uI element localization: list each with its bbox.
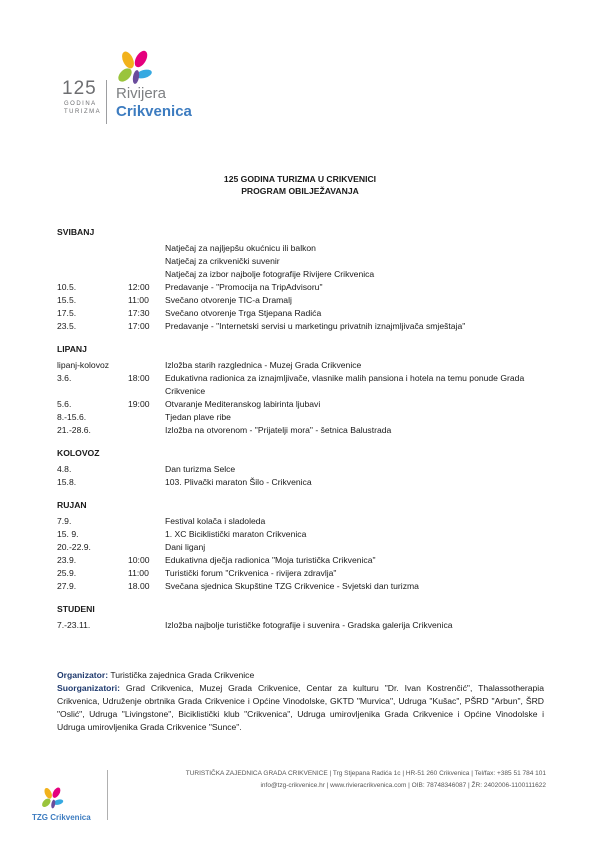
event-date: 4.8. [57,464,72,474]
event-date: 15.8. [57,477,77,487]
section-title: STUDENI [57,604,95,614]
logo-number: 125 [62,78,97,99]
event-time: 19:00 [128,399,150,409]
event-date: 15. 9. [57,529,79,539]
petal-yellow [120,50,137,70]
organizers-block [57,669,544,734]
flower-logo-icon [114,50,154,88]
event-time: 12:00 [128,282,150,292]
footer-contact [116,768,546,792]
event-date: 17.5. [57,308,77,318]
event-row [57,255,547,268]
co-organizers-label: Suorganizatori: [57,683,121,693]
event-description: Edukativna dječja radionica "Moja turistička Crikvenica" [165,555,376,565]
event-date: 8.-15.6. [57,412,87,422]
title-line-2: PROGRAM OBILJEŽAVANJA [241,186,359,196]
co-organizers-line [57,682,544,734]
footer-logo [27,787,107,827]
organizer-line [57,669,544,682]
event-date: 25.9. [57,568,77,578]
section-title: KOLOVOZ [57,448,100,458]
event-time: 17:00 [128,321,150,331]
event-time: 18:00 [128,373,150,383]
petal-green [116,66,134,84]
event-description: Svečano otvorenje TIC-a Dramalj [165,295,292,305]
event-description: Natječaj za najljepšu okućnicu ili balkon [165,243,316,253]
event-date: 3.6. [57,373,72,383]
event-description: Predavanje - "Internetski servisi u marketingu privatnih iznajmljivača smještaja" [165,321,466,331]
event-row [57,320,547,333]
section-title: RUJAN [57,500,87,510]
petal-magenta [132,50,150,69]
title-line-1: 125 GODINA TURIZMA U CRIKVENICI [223,174,377,184]
event-description: Edukativna radionica za iznajmljivače, vlasnike malih pansiona i hotela na temu ponude Grada Crikvenice [165,373,525,396]
section-kolovoz [57,447,547,489]
event-description: Dani liganj [165,542,206,552]
event-row [57,476,547,489]
event-date: 7.9. [57,516,72,526]
header-logo [62,50,212,125]
event-date: 23.9. [57,555,77,565]
event-row [57,398,547,411]
document-title [0,173,600,197]
event-row [57,294,547,307]
event-description: 103. Plivački maraton Šilo - Crikvenica [165,477,312,487]
section-studeni [57,603,547,632]
event-description: Tjedan plave ribe [165,412,231,422]
event-description: Turistički forum "Crikvenica - rivijera zdravlja" [165,568,337,578]
event-row [57,242,547,255]
event-row [57,567,547,580]
organizer-label: Organizator: [57,670,109,680]
event-date: 15.5. [57,295,77,305]
event-row [57,268,547,281]
event-description: Izložba na otvorenom - "Prijatelji mora" - šetnica Balustrada [165,425,392,435]
event-row [57,307,547,320]
event-row [57,372,547,398]
event-row [57,281,547,294]
event-description: Izložba najbolje turističke fotografije i suvenira - Gradska galerija Crikvenica [165,620,453,630]
footer-divider [107,770,108,820]
section-rujan [57,499,547,593]
event-time: 10:00 [128,555,150,565]
logo-crikvenica: Crikvenica [116,103,192,120]
event-time: 17:30 [128,308,150,318]
event-date: 27.9. [57,581,77,591]
petal-purple [132,70,140,85]
event-row [57,619,547,632]
program-schedule [57,226,547,642]
section-svibanj [57,226,547,333]
event-row [57,359,547,372]
event-description: Natječaj za izbor najbolje fotografije Rivijere Crikvenica [165,269,375,279]
footer-line-1: TURISTIČKA ZAJEDNICA GRADA CRIKVENICE | Trg Stjepana Radića 1c | HR-51 260 Crikvenica | Tel/fax: +385 51 784 101 [185,770,546,777]
event-description: Otvaranje Mediteranskog labirinta ljubavi [165,399,321,409]
event-date: 20.-22.9. [57,542,91,552]
event-row [57,424,547,437]
event-description: Natječaj za crikvenički suvenir [165,256,280,266]
logo-godina: GODINA [64,101,97,107]
event-description: Festival kolača i sladoleda [165,516,266,526]
event-time: 11:00 [128,295,149,305]
logo-rivijera: Rivijera [116,85,167,102]
logo-divider [106,80,107,124]
event-time: 18.00 [128,581,150,591]
footer-flower-icon [39,787,65,811]
event-row [57,554,547,567]
event-description: Svečano otvorenje Trga Stjepana Radića [165,308,322,318]
logo-turizma: TURIZMA [64,109,102,115]
event-time: 11:00 [128,568,149,578]
co-organizers-value: Grad Crikvenica, Muzej Grada Crikvenice, Centar za kulturu "Dr. Ivan Kostrenčić", Thalassotherapia Crikvenica, Udruženje obrtnika Grada Crikvenice i Općine Vinodolske, GKTD "Murvica", Udruga "Kušac", PŠRD "Arbun", ŠRD "Oslić", Udruga "Livingstone", Biciklistički klub "Crikvenica", Udruga umirovljenika Grada Crikvenice i Općine Vinodolske i Udruga umirovljenika Grada Crikvenice "Sunce". [57,683,544,732]
event-row [57,580,547,593]
organizer-value: Turistička zajednica Grada Crikvenice [108,670,255,680]
event-description: Dan turizma Selce [165,464,236,474]
event-description: Izložba starih razglednica - Muzej Grada Crikvenice [165,360,362,370]
event-date: lipanj-kolovoz [57,360,110,370]
event-row [57,463,547,476]
section-title: SVIBANJ [57,227,95,237]
section-title: LIPANJ [57,344,87,354]
event-date: 10.5. [57,282,77,292]
event-row [57,411,547,424]
event-description: Svečana sjednica Skupštine TZG Crikvenice - Svjetski dan turizma [165,581,419,591]
event-date: 23.5. [57,321,77,331]
event-description: Predavanje - "Promocija na TripAdvisoru" [165,282,323,292]
footer-line-2: info@tzg-crikvenice.hr | www.rivieracrikvenica.com | OIB: 78748346087 | ŽR: 2402006-1100111622 [260,782,546,789]
event-row [57,515,547,528]
event-row [57,528,547,541]
event-date: 21.-28.6. [57,425,91,435]
event-date: 5.6. [57,399,72,409]
event-row [57,541,547,554]
event-date: 7.-23.11. [57,620,91,630]
section-lipanj [57,343,547,437]
footer-brand: TZG Crikvenica [32,813,91,822]
event-description: 1. XC Biciklistički maraton Crikvenica [165,529,307,539]
